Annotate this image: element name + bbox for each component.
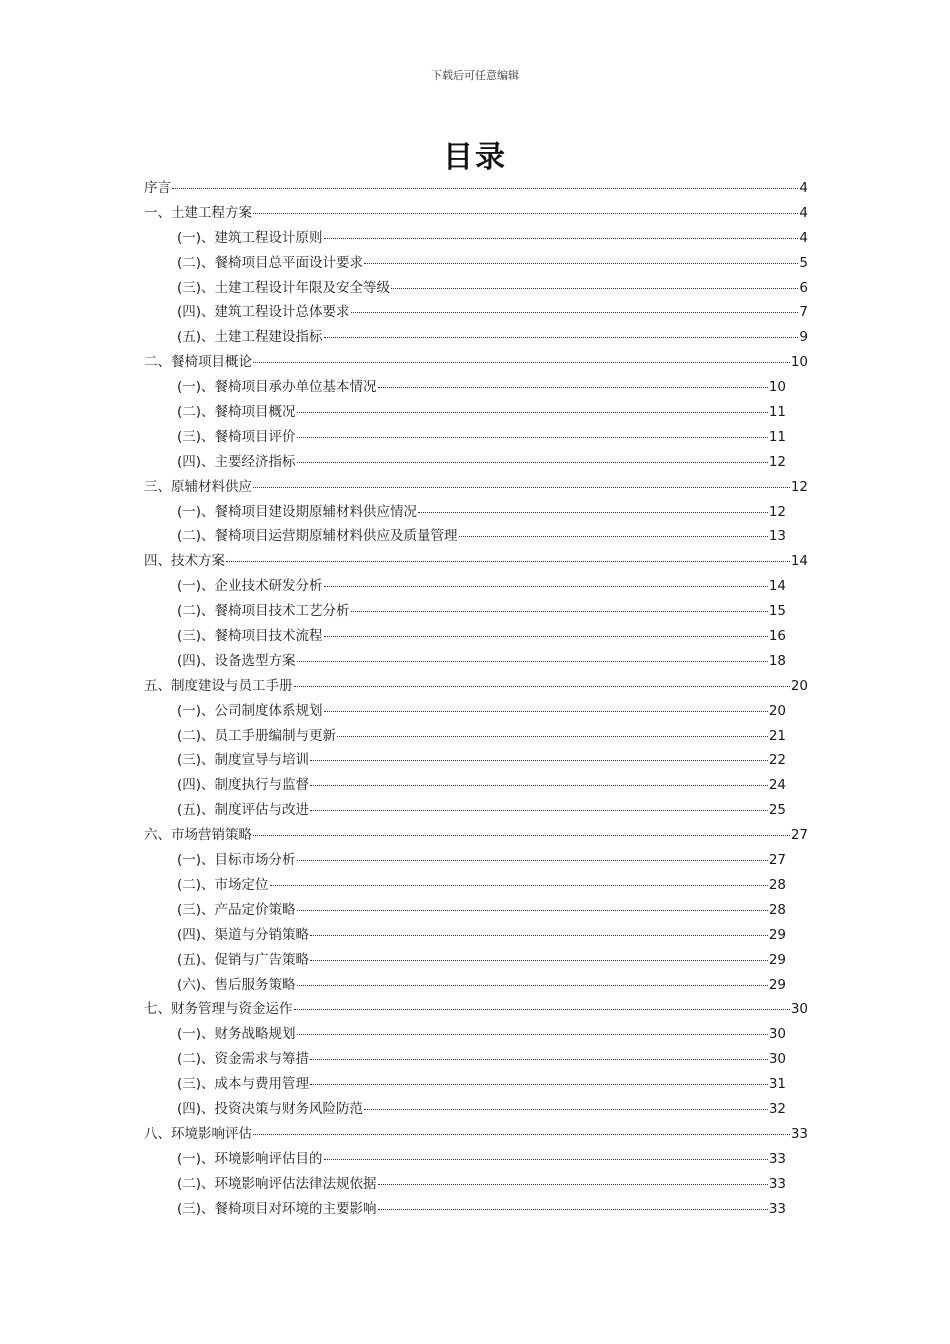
toc-entry-text: (五)、促销与广告策略 <box>177 951 310 968</box>
toc-dot-leader <box>297 860 768 861</box>
toc-entry-page: 12 <box>768 503 786 520</box>
toc-entry[interactable] <box>144 798 808 823</box>
toc-entry-page: 13 <box>768 528 786 545</box>
toc-entry-text: 二、餐椅项目概论 <box>144 354 252 371</box>
toc-dot-leader <box>391 288 798 289</box>
toc-entry-text: (三)、成本与费用管理 <box>177 1076 310 1093</box>
toc-entry[interactable] <box>144 475 808 500</box>
toc-entry-text: (一)、餐椅项目承办单位基本情况 <box>177 379 377 396</box>
toc-entry-text: (一)、建筑工程设计原则 <box>177 229 323 246</box>
toc-entry-page: 10 <box>768 379 786 396</box>
toc-entry[interactable] <box>144 325 808 350</box>
toc-dot-leader <box>253 213 798 214</box>
toc-entry-page: 31 <box>768 1076 786 1093</box>
toc-entry-page: 20 <box>768 702 786 719</box>
toc-entry[interactable] <box>144 1072 808 1097</box>
toc-entry[interactable] <box>144 599 808 624</box>
header-note: 下载后可任意编辑 <box>431 69 519 82</box>
toc-entry[interactable] <box>144 425 808 450</box>
toc-entry-text: (二)、资金需求与筹措 <box>177 1051 310 1068</box>
toc-dot-leader <box>172 188 798 189</box>
toc-entry-text: 四、技术方案 <box>144 553 225 570</box>
toc-entry-page: 33 <box>768 1175 786 1192</box>
toc-entry-text: (三)、土建工程设计年限及安全等级 <box>177 279 391 296</box>
toc-dot-leader <box>364 1109 768 1110</box>
toc-entry-page: 33 <box>768 1200 786 1217</box>
toc-entry-page: 5 <box>799 254 808 271</box>
toc-entry[interactable] <box>144 1197 808 1222</box>
toc-entry[interactable] <box>144 898 808 923</box>
toc-entry-text: (二)、环境影响评估法律法规依据 <box>177 1175 377 1192</box>
toc-dot-leader <box>297 985 768 986</box>
toc-entry[interactable] <box>144 400 808 425</box>
toc-entry-text: (四)、建筑工程设计总体要求 <box>177 304 350 321</box>
toc-dot-leader <box>297 910 768 911</box>
toc-entry-page: 7 <box>799 304 808 321</box>
toc-dot-leader <box>310 785 768 786</box>
toc-dot-leader <box>324 238 799 239</box>
toc-entry-page: 25 <box>768 802 786 819</box>
page-title: 目录 <box>443 140 507 175</box>
toc-entry-text: 五、制度建设与员工手册 <box>144 677 293 694</box>
toc-entry-text: (六)、售后服务策略 <box>177 976 296 993</box>
toc-entry[interactable] <box>144 1097 808 1122</box>
toc-dot-leader <box>310 1084 768 1085</box>
toc-entry[interactable] <box>144 823 808 848</box>
toc-entry[interactable] <box>144 226 808 251</box>
toc-entry-page: 14 <box>768 578 786 595</box>
toc-entry-text: 三、原辅材料供应 <box>144 478 252 495</box>
toc-dot-leader <box>310 960 768 961</box>
toc-entry-page: 16 <box>768 628 786 645</box>
toc-entry-page: 30 <box>790 1001 808 1018</box>
toc-entry-page: 12 <box>790 478 808 495</box>
toc-entry[interactable] <box>144 873 808 898</box>
toc-dot-leader <box>297 661 768 662</box>
toc-dot-leader <box>324 586 768 587</box>
toc-entry-text: (三)、制度宣导与培训 <box>177 752 310 769</box>
toc-entry[interactable] <box>144 1122 808 1147</box>
toc-entry[interactable] <box>144 524 808 549</box>
toc-dot-leader <box>378 1184 768 1185</box>
toc-entry-text: (三)、餐椅项目对环境的主要影响 <box>177 1200 377 1217</box>
toc-entry[interactable] <box>144 450 808 475</box>
toc-dot-leader <box>226 561 790 562</box>
toc-entry-text: (二)、市场定位 <box>177 876 269 893</box>
table-of-contents <box>144 176 808 1221</box>
toc-entry-text: (三)、餐椅项目技术流程 <box>177 628 323 645</box>
toc-entry[interactable] <box>144 997 808 1022</box>
toc-entry[interactable] <box>144 773 808 798</box>
toc-entry-text: (三)、产品定价策略 <box>177 901 296 918</box>
toc-entry-page: 9 <box>799 329 808 346</box>
toc-entry-text: (二)、餐椅项目技术工艺分析 <box>177 603 350 620</box>
toc-dot-leader <box>324 636 768 637</box>
toc-entry-text: (五)、土建工程建设指标 <box>177 329 323 346</box>
toc-dot-leader <box>310 760 768 761</box>
toc-entry-text: (二)、餐椅项目总平面设计要求 <box>177 254 364 271</box>
toc-entry[interactable] <box>144 748 808 773</box>
toc-dot-leader <box>253 835 790 836</box>
toc-entry[interactable] <box>144 549 808 574</box>
toc-dot-leader <box>297 1034 768 1035</box>
toc-entry[interactable] <box>144 848 808 873</box>
toc-entry[interactable] <box>144 500 808 525</box>
toc-entry[interactable] <box>144 201 808 226</box>
toc-entry-page: 15 <box>768 603 786 620</box>
toc-entry-text: 一、土建工程方案 <box>144 204 252 221</box>
toc-entry-page: 33 <box>790 1125 808 1142</box>
toc-dot-leader <box>253 362 790 363</box>
toc-entry[interactable] <box>144 375 808 400</box>
toc-entry-text: (四)、主要经济指标 <box>177 453 296 470</box>
toc-entry-text: (一)、公司制度体系规划 <box>177 702 323 719</box>
toc-entry-text: 七、财务管理与资金运作 <box>144 1001 293 1018</box>
toc-entry-page: 18 <box>768 652 786 669</box>
toc-dot-leader <box>270 885 768 886</box>
toc-dot-leader <box>418 512 768 513</box>
toc-entry-page: 29 <box>768 951 786 968</box>
toc-entry[interactable] <box>144 1022 808 1047</box>
toc-entry[interactable] <box>144 574 808 599</box>
toc-dot-leader <box>378 1209 768 1210</box>
toc-entry-text: (四)、渠道与分销策略 <box>177 926 310 943</box>
toc-entry[interactable] <box>144 674 808 699</box>
toc-entry-page: 6 <box>799 279 808 296</box>
toc-entry-page: 14 <box>790 553 808 570</box>
toc-dot-leader <box>324 711 768 712</box>
toc-entry-page: 4 <box>799 204 808 221</box>
toc-entry-page: 28 <box>768 876 786 893</box>
toc-dot-leader <box>253 1134 790 1135</box>
toc-dot-leader <box>459 536 768 537</box>
toc-entry-text: (二)、餐椅项目运营期原辅材料供应及质量管理 <box>177 528 458 545</box>
toc-entry-text: 八、环境影响评估 <box>144 1125 252 1142</box>
toc-entry-text: (五)、制度评估与改进 <box>177 802 310 819</box>
toc-dot-leader <box>310 810 768 811</box>
toc-entry[interactable] <box>144 300 808 325</box>
toc-dot-leader <box>337 736 768 737</box>
toc-entry-page: 28 <box>768 901 786 918</box>
toc-entry-page: 21 <box>768 727 786 744</box>
toc-dot-leader <box>378 387 768 388</box>
toc-entry[interactable] <box>144 948 808 973</box>
toc-entry-text: (一)、环境影响评估目的 <box>177 1150 323 1167</box>
toc-entry[interactable] <box>144 176 808 201</box>
toc-entry-text: (四)、投资决策与财务风险防范 <box>177 1100 364 1117</box>
toc-entry[interactable] <box>144 699 808 724</box>
toc-entry-page: 10 <box>790 354 808 371</box>
toc-dot-leader <box>310 935 768 936</box>
toc-entry[interactable] <box>144 724 808 749</box>
toc-entry-page: 27 <box>768 852 786 869</box>
toc-entry-text: (三)、餐椅项目评价 <box>177 428 296 445</box>
toc-entry-page: 30 <box>768 1051 786 1068</box>
toc-entry-text: (四)、设备选型方案 <box>177 652 296 669</box>
toc-entry-page: 11 <box>768 428 786 445</box>
toc-entry[interactable] <box>144 350 808 375</box>
toc-entry[interactable] <box>144 1047 808 1072</box>
toc-entry-page: 4 <box>799 180 808 196</box>
toc-entry[interactable] <box>144 251 808 276</box>
toc-dot-leader <box>351 611 768 612</box>
toc-entry[interactable] <box>144 276 808 301</box>
toc-dot-leader <box>297 437 768 438</box>
toc-entry-text: (一)、企业技术研发分析 <box>177 578 323 595</box>
toc-entry-text: (二)、员工手册编制与更新 <box>177 727 337 744</box>
toc-dot-leader <box>253 487 790 488</box>
toc-entry-page: 30 <box>768 1026 786 1043</box>
toc-entry-page: 29 <box>768 926 786 943</box>
toc-entry-page: 33 <box>768 1150 786 1167</box>
toc-entry-text: (四)、制度执行与监督 <box>177 777 310 794</box>
toc-entry-page: 27 <box>790 827 808 844</box>
toc-entry-text: (二)、餐椅项目概况 <box>177 404 296 421</box>
toc-entry-text: (一)、餐椅项目建设期原辅材料供应情况 <box>177 503 418 520</box>
toc-entry-text: 六、市场营销策略 <box>144 827 252 844</box>
toc-entry[interactable] <box>144 973 808 998</box>
toc-dot-leader <box>297 412 768 413</box>
toc-entry[interactable] <box>144 1147 808 1172</box>
toc-entry-page: 12 <box>768 453 786 470</box>
toc-entry[interactable] <box>144 923 808 948</box>
toc-entry-page: 29 <box>768 976 786 993</box>
toc-dot-leader <box>324 337 799 338</box>
toc-entry-page: 20 <box>790 677 808 694</box>
toc-dot-leader <box>324 1159 768 1160</box>
toc-dot-leader <box>294 686 790 687</box>
toc-entry[interactable] <box>144 649 808 674</box>
toc-entry-page: 22 <box>768 752 786 769</box>
toc-entry-text: 序言 <box>144 180 171 196</box>
toc-entry[interactable] <box>144 1172 808 1197</box>
toc-entry[interactable] <box>144 624 808 649</box>
toc-entry-page: 11 <box>768 404 786 421</box>
toc-entry-page: 24 <box>768 777 786 794</box>
toc-entry-text: (一)、目标市场分析 <box>177 852 296 869</box>
toc-entry-page: 4 <box>799 229 808 246</box>
toc-entry-page: 32 <box>768 1100 786 1117</box>
toc-dot-leader <box>351 312 799 313</box>
toc-dot-leader <box>294 1009 790 1010</box>
toc-entry-text: (一)、财务战略规划 <box>177 1026 296 1043</box>
toc-dot-leader <box>310 1059 768 1060</box>
toc-dot-leader <box>364 263 798 264</box>
toc-dot-leader <box>297 462 768 463</box>
